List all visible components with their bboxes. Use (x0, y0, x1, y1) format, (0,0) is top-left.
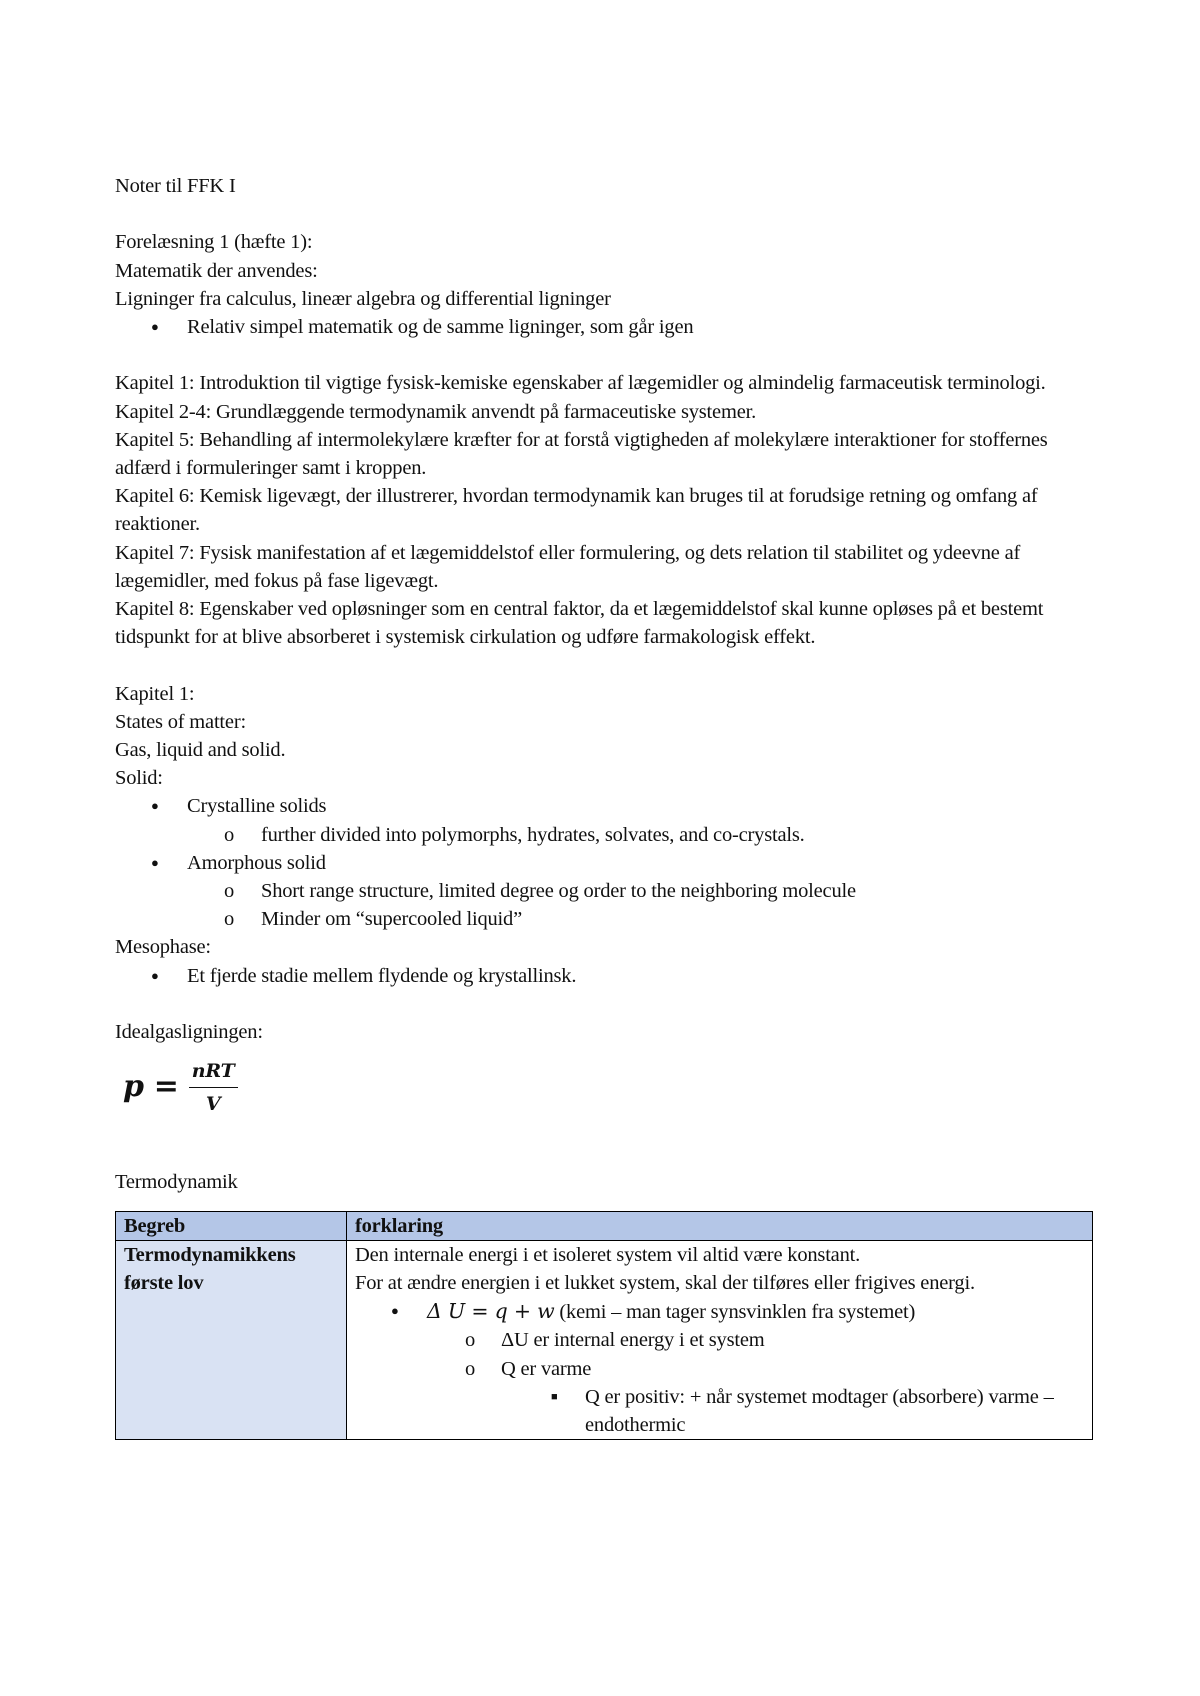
formula-lhs: p (123, 1069, 144, 1105)
document-title: Noter til FFK I (115, 175, 236, 197)
first-law-bullet (355, 1297, 1084, 1326)
solid-list (115, 792, 1095, 933)
first-law-equation: Δ U = q + w (427, 1299, 555, 1324)
amorphous-subitem-2: o Minder om “supercooled liquid” (115, 905, 1095, 933)
explanation-cell (347, 1240, 1093, 1439)
chapter-1-summary: Kapitel 1: Introduktion til vigtige fysisk-kemiske egenskaber af lægemidler og almindelig farmaceutisk terminologi. (115, 372, 1046, 395)
states-heading: States of matter: (115, 710, 246, 733)
table-header-row (116, 1211, 1093, 1240)
explanation-line-1: Den internale energi i et isoleret system vil altid være konstant. (355, 1243, 861, 1266)
thermo-table (115, 1211, 1093, 1441)
chapter-7-summary: Kapitel 7: Fysisk manifestation af et lægemiddelstof eller formulering, og dets relation til stabilitet og ydeevne af lægemidler, med fokus på fase ligevægt. (115, 541, 1021, 592)
lecture-heading: Forelæsning 1 (hæfte 1): (115, 231, 313, 254)
chapter-1-heading: Kapitel 1: (115, 682, 195, 705)
chapter-8-summary: Kapitel 8: Egenskaber ved opløsninger som en central faktor, da et lægemiddelstof skal kunne opløses på et bestemt tidspunkt for at blive absorberet i systemisk cirkulation og udføre farmakologisk effekt. (115, 598, 1044, 649)
explanation-list (355, 1297, 1084, 1439)
document-body (115, 172, 1095, 1440)
mesophase-item: ● Et fjerde stadie mellem flydende og krystallinsk. (115, 962, 1095, 990)
math-bullet: ● Relativ simpel matematik og de samme ligninger, som går igen (115, 313, 1095, 341)
mesophase-heading: Mesophase: (115, 936, 211, 959)
heat-positive-subsubitem: ■ Q er positiv: + når systemet modtager (absorbere) varme – endothermic (355, 1383, 1084, 1439)
states-line: Gas, liquid and solid. (115, 739, 286, 762)
internal-energy-subitem: o ΔU er internal energy i et system (355, 1326, 1084, 1354)
chapter-6-summary: Kapitel 6: Kemisk ligevægt, der illustrerer, hvordan termodynamik kan bruges til at forudsige retning og omfang af reaktioner. (115, 485, 1038, 536)
formula-equals: = (153, 1069, 179, 1105)
header-explanation: forklaring (347, 1211, 1093, 1240)
heat-subitem: o Q er varme (355, 1355, 1084, 1383)
crystalline-subitem: o further divided into polymorphs, hydrates, solvates, and co-crystals. (115, 821, 1095, 849)
header-term: Begreb (116, 1211, 347, 1240)
mesophase-list (115, 962, 1095, 990)
chapter-5-summary: Kapitel 5: Behandling af intermolekylære kræfter for at forstå vigtigheden af molekylære interaktioner for stoffernes adfærd i formuleringer samt i kroppen. (115, 428, 1048, 479)
math-line: Ligninger fra calculus, lineær algebra og differential ligninger (115, 287, 611, 310)
term-cell: Termodynamikkens første lov (116, 1240, 347, 1439)
ideal-gas-formula (123, 1052, 1095, 1122)
amorphous-subitem-1: o Short range structure, limited degree og order to the neighboring molecule (115, 877, 1095, 905)
chapter-2-4-summary: Kapitel 2-4: Grundlæggende termodynamik anvendt på farmaceutiske systemer. (115, 400, 757, 423)
crystalline-item: ● Crystalline solids (115, 792, 1095, 820)
formula-denominator: V (205, 1092, 221, 1115)
formula-numerator: nRT (189, 1057, 238, 1088)
solid-heading: Solid: (115, 767, 163, 790)
formula-fraction (189, 1057, 238, 1118)
table-row (116, 1240, 1093, 1439)
idealgas-heading: Idealgasligningen: (115, 1021, 263, 1044)
explanation-line-2: For at ændre energien i et lukket system, skal der tilføres eller frigives energi. (355, 1272, 975, 1295)
thermo-heading: Termodynamik (115, 1171, 238, 1194)
amorphous-item: ● Amorphous solid (115, 849, 1095, 877)
math-heading: Matematik der anvendes: (115, 259, 318, 282)
math-list (115, 313, 1095, 341)
first-law-note: (kemi – man tager synsvinklen fra systemet) (554, 1301, 916, 1324)
